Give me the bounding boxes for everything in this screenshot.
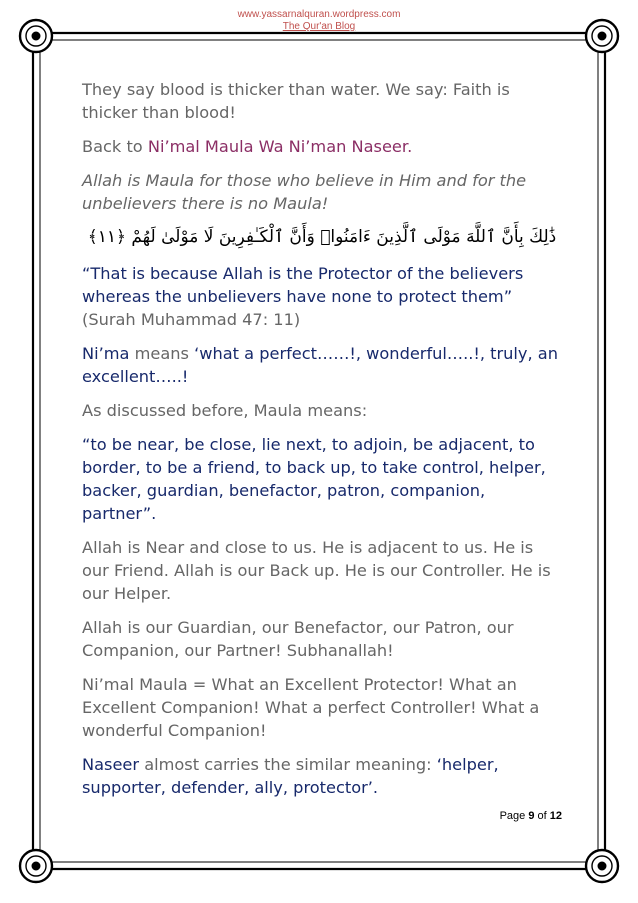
naseer-term: Naseer xyxy=(82,755,140,774)
paragraph-maula-means: As discussed before, Maula means: xyxy=(82,401,368,420)
naseer-mid: almost carries the similar meaning: xyxy=(139,755,437,774)
page-content xyxy=(82,78,562,810)
total-pages: 12 xyxy=(549,810,562,822)
paragraph-nimal-maula: Ni’mal Maula = What an Excellent Protector! What an Excellent Companion! What a perfect Controller! What a wonderful Companion! xyxy=(82,675,540,740)
of-word: of xyxy=(534,810,550,822)
header-url[interactable]: www.yassarnalquran.wordpress.com xyxy=(237,9,401,20)
naseer-definition: ‘helper, supporter, defender, ally, protector’. xyxy=(82,755,499,797)
corner-ornament-bottom-left xyxy=(20,850,52,882)
nima-means: means xyxy=(129,344,195,363)
verse-reference: (Surah Muhammad 47: 11) xyxy=(82,310,301,329)
paragraph-nima-meaning xyxy=(82,342,562,388)
back-to-prefix: Back to xyxy=(82,137,148,156)
page-number xyxy=(500,810,562,822)
current-page: 9 xyxy=(528,810,535,822)
paragraph-translation xyxy=(82,262,562,331)
arabic-verse: ذَٰلِكَ بِأَنَّ ٱللَّهَ مَوْلَى ٱلَّذِينَ ءَامَنُوا۟ وَأَنَّ ٱلْكَـٰفِرِينَ لَا مَوْلَىٰ لَهُمْ ﴿١١﴾ xyxy=(87,227,557,247)
header-blog-name[interactable]: The Qur'an Blog xyxy=(282,21,356,32)
nima-definition: ‘what a perfect……!, wonderful…..!, truly, an excellent…..! xyxy=(82,344,558,386)
page-header xyxy=(0,9,638,33)
corner-ornament-bottom-right xyxy=(586,850,618,882)
paragraph-allah-guardian: Allah is our Guardian, our Benefactor, our Patron, our Companion, our Partner! Subhanallah! xyxy=(82,618,514,660)
paragraph-maula-intro: Allah is Maula for those who believe in Him and for the unbelievers there is no Maula! xyxy=(82,171,527,213)
back-to-title: Ni’mal Maula Wa Ni’man Naseer. xyxy=(147,137,413,156)
paragraph-naseer xyxy=(82,753,562,799)
paragraph-back-to xyxy=(82,135,562,158)
verse-translation: “That is because Allah is the Protector of the believers whereas the unbelievers have none to protect them” xyxy=(82,264,524,306)
paragraph-faith: They say blood is thicker than water. We say: Faith is thicker than blood! xyxy=(82,80,510,122)
paragraph-maula-definition: “to be near, be close, lie next, to adjoin, be adjacent, to border, to be a friend, to back up, to take control, helper, backer, guardian, benefactor, patron, companion, partner”. xyxy=(82,435,546,523)
page-word: Page xyxy=(499,810,529,822)
paragraph-allah-near: Allah is Near and close to us. He is adjacent to us. He is our Friend. Allah is our Back up. He is our Controller. He is our Helper. xyxy=(82,538,551,603)
nima-term: Ni’ma xyxy=(82,344,130,363)
